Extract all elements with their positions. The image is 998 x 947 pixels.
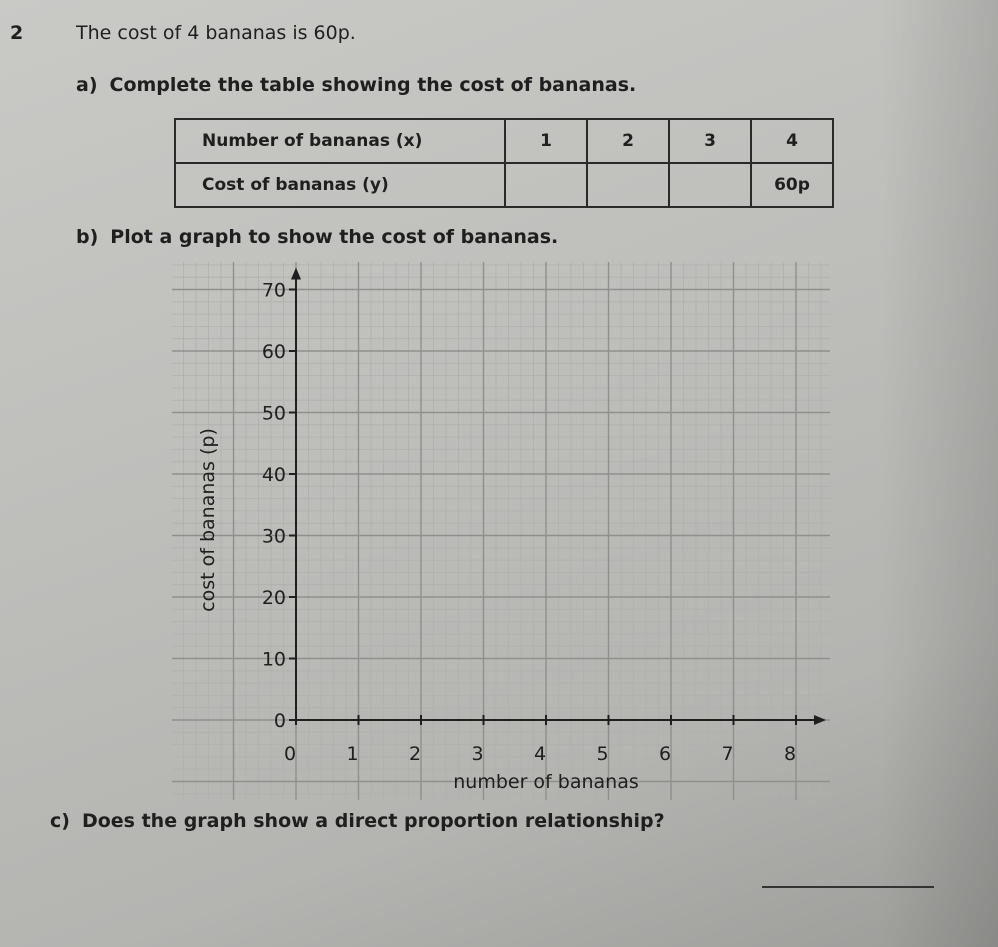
y-tick-label: 40: [261, 464, 286, 486]
part-b-text: Plot a graph to show the cost of bananas.: [110, 226, 559, 248]
table-cell-cost-4: 60p: [751, 163, 833, 207]
part-c-label: c): [50, 810, 70, 832]
question-number: 2: [10, 22, 24, 44]
y-axis-arrow: [291, 268, 301, 280]
x-tick-label: 3: [471, 743, 484, 765]
y-tick-label: 70: [261, 279, 286, 302]
y-ticks: [262, 280, 296, 733]
x-tick-label: 5: [596, 743, 609, 765]
x-tick-label: 8: [783, 743, 797, 765]
part-b-label: b): [76, 226, 99, 248]
y-tick-label: 0: [273, 710, 286, 732]
y-tick-label: 60: [261, 341, 286, 363]
x-tick-label: 2: [408, 743, 422, 765]
row-header-cost: Cost of bananas (y): [175, 163, 505, 207]
part-a-text: Complete the table showing the cost of bananas.: [109, 74, 637, 96]
question-stem: The cost of 4 bananas is 60p.: [76, 22, 356, 44]
x-tick-label: 1: [346, 743, 359, 765]
table-cell-number-2: 2: [587, 119, 669, 163]
table-cell-number-1: 1: [505, 119, 587, 163]
answer-line[interactable]: [762, 886, 934, 888]
x-tick-label: 0: [283, 743, 297, 765]
y-tick-label: 10: [261, 648, 286, 671]
part-c-text: Does the graph show a direct proportion relationship?: [81, 810, 665, 832]
x-tick-label: 7: [721, 743, 734, 765]
y-axis-title: cost of bananas (p): [197, 428, 219, 612]
part-c: [50, 810, 665, 832]
y-tick-label: 20: [261, 587, 286, 609]
table-cell-number-4: 4: [751, 119, 833, 163]
part-a-label: a): [76, 74, 98, 96]
x-tick-label: 6: [658, 743, 672, 765]
row-header-number: Number of bananas (x): [175, 119, 505, 163]
table-cell-number-3: 3: [669, 119, 751, 163]
y-tick-label: 50: [261, 402, 286, 425]
y-tick-label: 30: [261, 525, 286, 548]
x-ticks: [284, 715, 796, 765]
x-axis-arrow: [814, 715, 826, 725]
x-tick-label: 4: [533, 743, 547, 765]
x-axis-title: number of bananas: [453, 771, 639, 793]
